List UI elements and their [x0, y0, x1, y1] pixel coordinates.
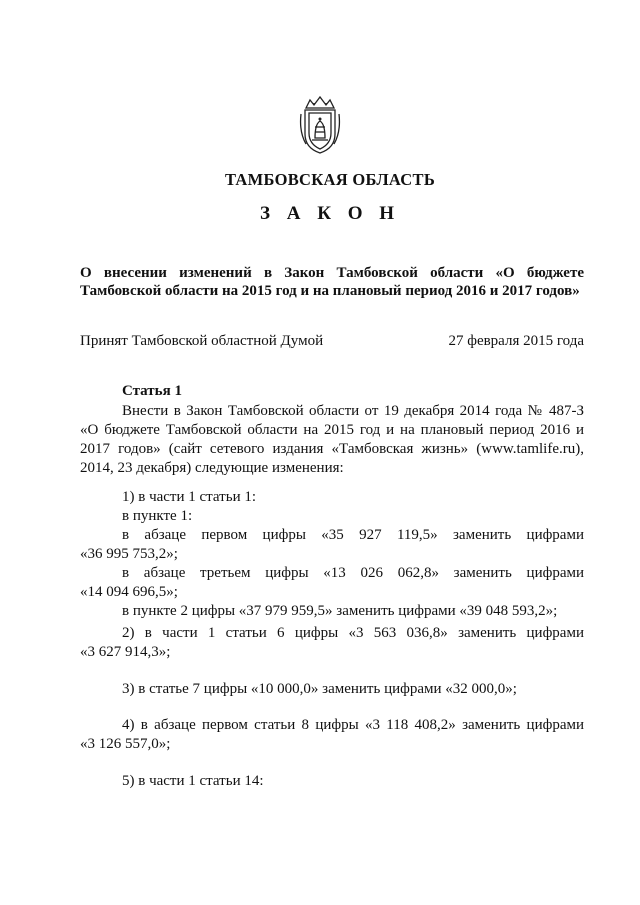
item-3: [80, 680, 584, 699]
adoption-date: 27 февраля 2015 года: [448, 333, 584, 349]
item-1-title: 1) в части 1 статьи 1:: [122, 489, 257, 505]
intro-line: «О бюджете Тамбовской области на 2015 год и на плановый период 2016 и: [80, 422, 584, 438]
intro-line: 2017 годов» (сайт сетевого издания «Тамбовская жизнь» (www.tamlife.ru),: [80, 441, 584, 457]
item-1-paragraph-3-line: в абзаце третьем цифры «13 026 062,8» заменить цифрами: [122, 565, 584, 581]
item-3-line: 3) в статье 7 цифры «10 000,0» заменить цифрами «32 000,0»;: [122, 681, 517, 697]
item-2: [80, 624, 584, 662]
item-1-paragraph-1-line: в абзаце первом цифры «35 927 119,5» заменить цифрами: [122, 527, 584, 543]
item-4-line: «3 126 557,0»;: [80, 736, 171, 752]
intro-line: Внести в Закон Тамбовской области от 19 декабря 2014 года № 487-З: [122, 403, 584, 419]
adopted-by-text: Принят Тамбовской областной Думой: [80, 333, 324, 349]
law-subject-line: Тамбовской области на 2015 год и на плановый период 2016 и 2017 годов»: [80, 283, 580, 299]
region-title: ТАМБОВСКАЯ ОБЛАСТЬ: [224, 170, 436, 189]
document-type-title: З А К О Н: [259, 203, 401, 224]
coat-of-arms-icon: [296, 94, 344, 156]
adoption-line: [80, 333, 584, 350]
item-4-line: 4) в абзаце первом статьи 8 цифры «3 118 408,2» заменить цифрами: [122, 717, 584, 733]
item-5: [80, 772, 584, 791]
item-2-line: 2) в части 1 статьи 6 цифры «3 563 036,8» заменить цифрами: [122, 625, 584, 641]
item-2-line: «3 627 914,3»;: [80, 644, 171, 660]
item-4: [80, 716, 584, 754]
item-1-paragraph-3-line: «14 094 696,5»;: [80, 584, 178, 600]
item-1-point-1: в пункте 1:: [122, 508, 193, 524]
law-subject-line: О внесении изменений в Закон Тамбовской области «О бюджете: [80, 265, 584, 281]
article-title: Статья 1: [122, 383, 182, 399]
item-1: [80, 488, 584, 621]
intro-line: 2014, 23 декабря) следующие изменения:: [80, 460, 344, 476]
law-subject: [80, 264, 584, 300]
item-1-point-2: в пункте 2 цифры «37 979 959,5» заменить цифрами «39 048 593,2»;: [122, 603, 558, 619]
article-intro: [80, 402, 584, 478]
item-1-paragraph-1-line: «36 995 753,2»;: [80, 546, 178, 562]
item-5-line: 5) в части 1 статьи 14:: [122, 773, 264, 789]
